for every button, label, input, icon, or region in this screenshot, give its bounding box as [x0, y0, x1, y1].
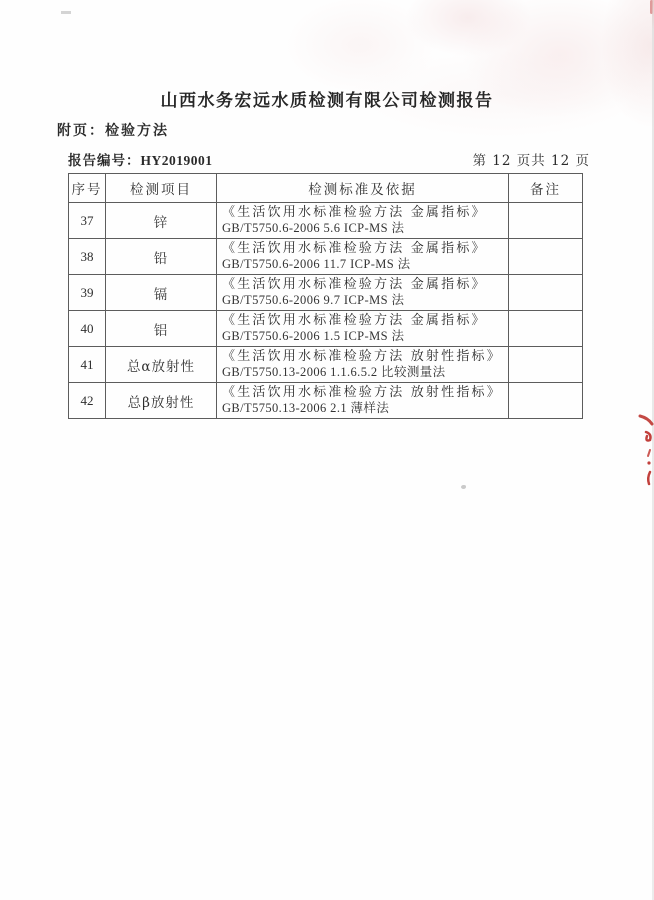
meta-row: [68, 149, 590, 169]
standard-code: GB/T5750.6-2006 11.7 ICP-MS 法: [222, 257, 411, 271]
cell-item: 铅: [106, 239, 217, 275]
report-number: [68, 149, 213, 169]
standard-title: 《生活饮用水标准检验方法 金属指标》: [222, 313, 487, 328]
cell-item: 总β放射性: [106, 383, 217, 419]
cell-item: 总α放射性: [106, 347, 217, 383]
table-row: [69, 275, 583, 311]
table-header-row: [69, 174, 583, 203]
cell-index: 39: [69, 275, 106, 311]
standard-title: 《生活饮用水标准检验方法 金属指标》: [222, 241, 487, 256]
table-row: [69, 383, 583, 419]
cell-index: 41: [69, 347, 106, 383]
cell-remark: [509, 203, 583, 239]
scan-artifact-dash: [61, 11, 71, 14]
cell-standard: [217, 275, 509, 311]
appendix-subtitle: 附页：检验方法: [57, 123, 169, 139]
standard-title: 《生活饮用水标准检验方法 放射性指标》: [222, 385, 502, 400]
methods-table: [68, 173, 583, 419]
cell-standard: [217, 383, 509, 419]
standard-code: GB/T5750.6-2006 9.7 ICP-MS 法: [222, 293, 405, 307]
table-row: [69, 239, 583, 275]
page-title: 山西水务宏远水质检测有限公司检测报告: [160, 91, 494, 111]
cell-standard: [217, 311, 509, 347]
cell-remark: [509, 383, 583, 419]
cell-item: 铝: [106, 311, 217, 347]
cell-standard: [217, 239, 509, 275]
standard-code: GB/T5750.13-2006 1.1.6.5.2 比较测量法: [222, 365, 446, 379]
report-number-value: HY2019001: [140, 153, 213, 168]
col-header-standard: 检测标准及依据: [217, 174, 509, 203]
table-row: [69, 311, 583, 347]
standard-code: GB/T5750.6-2006 1.5 ICP-MS 法: [222, 329, 405, 343]
red-stamp-mark: [630, 410, 654, 494]
standard-title: 《生活饮用水标准检验方法 放射性指标》: [222, 349, 502, 364]
cell-item: 镉: [106, 275, 217, 311]
scan-speck: [461, 485, 466, 489]
standard-code: GB/T5750.6-2006 5.6 ICP-MS 法: [222, 221, 405, 235]
cell-remark: [509, 275, 583, 311]
cell-remark: [509, 347, 583, 383]
col-header-remark: 备注: [509, 174, 583, 203]
page-indicator: 第 12 页共 12 页: [472, 153, 590, 169]
col-header-item: 检测项目: [106, 174, 217, 203]
cell-remark: [509, 239, 583, 275]
cell-remark: [509, 311, 583, 347]
cell-standard: [217, 203, 509, 239]
cell-index: 42: [69, 383, 106, 419]
standard-code: GB/T5750.13-2006 2.1 薄样法: [222, 401, 390, 415]
cell-item: 锌: [106, 203, 217, 239]
table-row: [69, 347, 583, 383]
table-row: [69, 203, 583, 239]
col-header-index: 序号: [69, 174, 106, 203]
cell-index: 37: [69, 203, 106, 239]
cell-index: 38: [69, 239, 106, 275]
report-number-label: 报告编号：: [68, 153, 141, 169]
standard-title: 《生活饮用水标准检验方法 金属指标》: [222, 205, 487, 220]
standard-title: 《生活饮用水标准检验方法 金属指标》: [222, 277, 487, 292]
cell-standard: [217, 347, 509, 383]
cell-index: 40: [69, 311, 106, 347]
